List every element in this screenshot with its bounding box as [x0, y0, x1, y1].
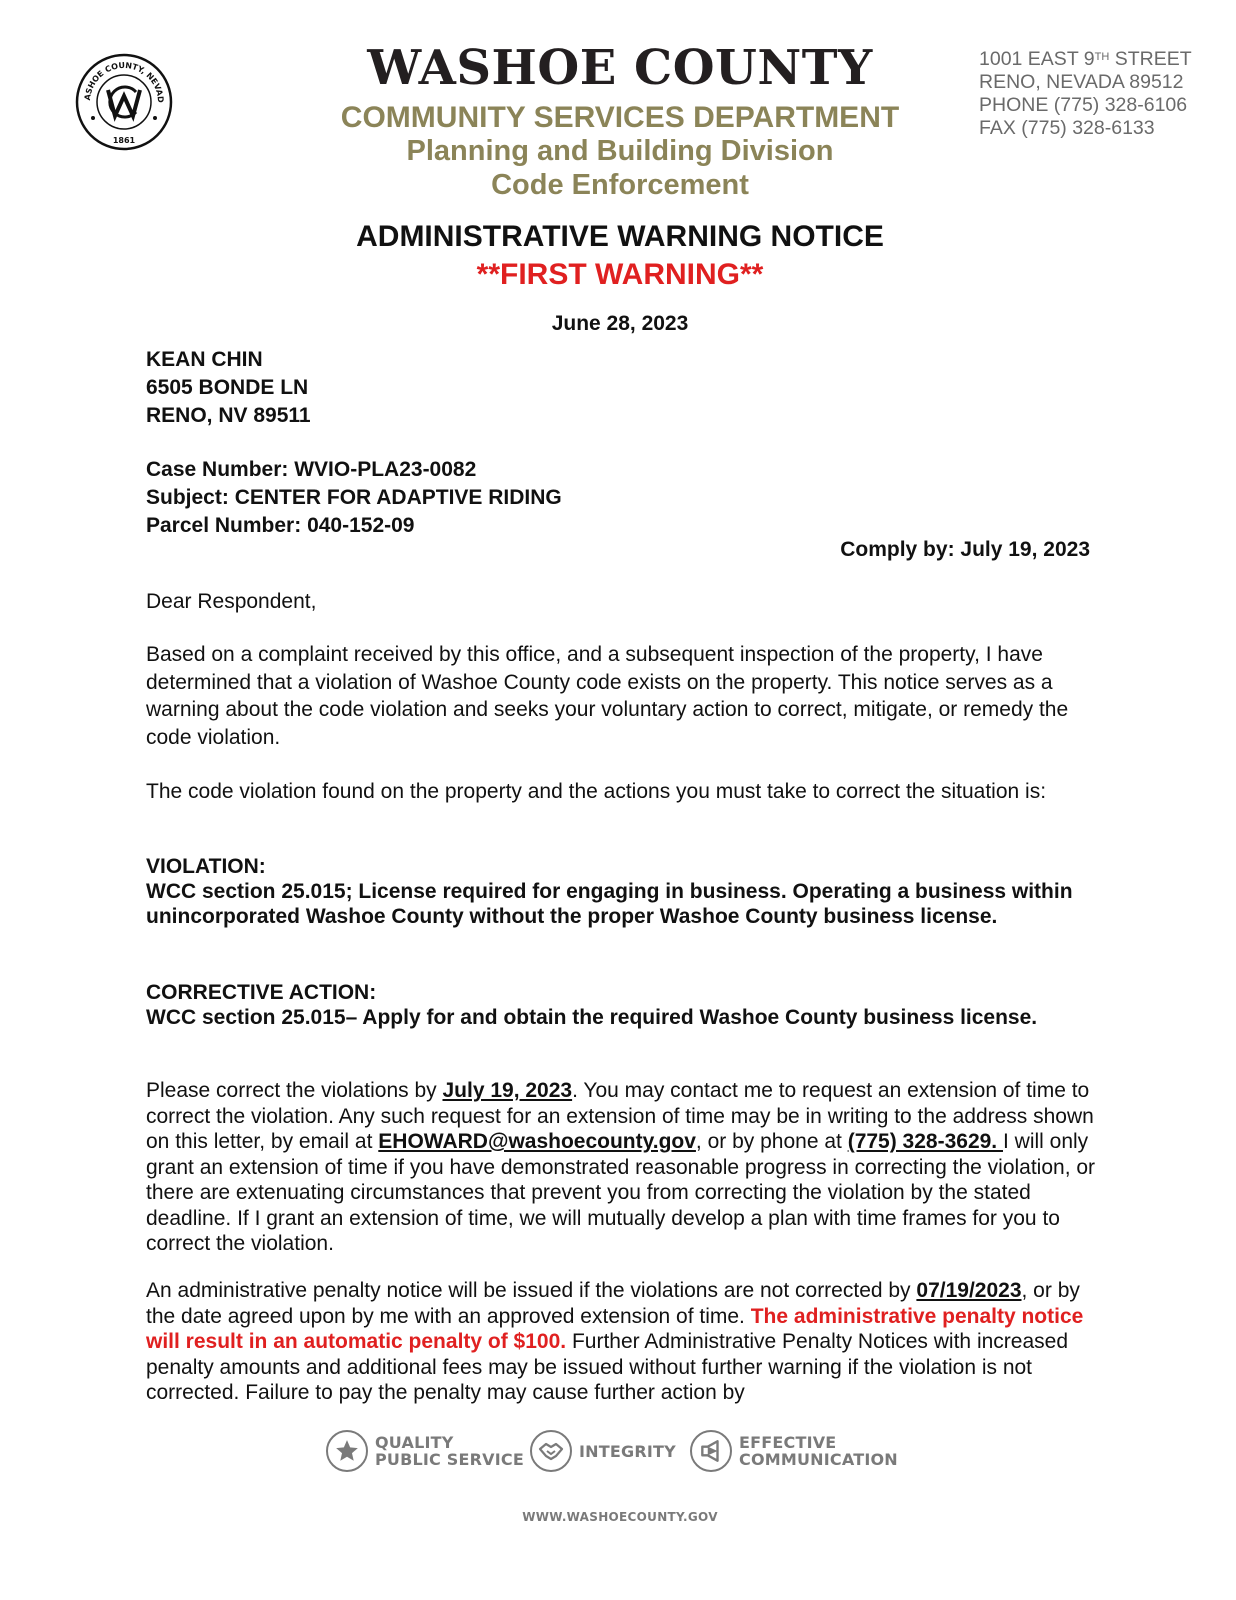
corrective-text: WCC section 25.015– Apply for and obtain the required Washoe County business license. — [146, 1006, 1038, 1029]
footer-values — [326, 1430, 926, 1490]
penalty-date: 07/19/2023 — [916, 1279, 1022, 1302]
recipient-address — [146, 346, 311, 430]
contact-street: 1001 EAST 9TH STREET — [979, 48, 1192, 70]
corrective-action-section — [146, 980, 1096, 1030]
county-title: WASHOE COUNTY — [367, 40, 873, 96]
violation-section — [146, 854, 1096, 929]
violation-heading: VIOLATION: — [146, 855, 266, 878]
violation-text: WCC section 25.015; License required for engaging in business. Operating a business within unincorporated Washoe County without the proper Washoe County business license. — [146, 880, 1073, 928]
value-quality-public-service: QUALITY PUBLIC SERVICE — [326, 1430, 524, 1472]
contact-email-link[interactable]: EHOWARD@washoecounty.gov — [378, 1130, 696, 1153]
first-warning: **FIRST WARNING** — [476, 258, 764, 291]
notice-title: ADMINISTRATIVE WARNING NOTICE — [356, 220, 884, 253]
parcel-number: Parcel Number: 040-152-09 — [146, 514, 415, 537]
penalty-warning: The administrative penalty notice will result in an automatic penalty of $100. — [146, 1304, 1084, 1353]
comply-by: Comply by: July 19, 2023 — [840, 538, 1090, 561]
svg-text:WASHOE COUNTY, NEVADA — [74, 52, 165, 103]
deadline-date: July 19, 2023 — [442, 1079, 573, 1102]
recipient-city: RENO, NV 89511 — [146, 404, 311, 427]
paragraph-violation-intro: The code violation found on the property and the actions you must take to correct the situation is: — [146, 780, 1047, 803]
paragraph-deadline: Please correct the violations by July 19, 2023. You may contact me to request an extension of time to correct the violation. Any such request for an extension of time may be in writing to the address shown on this letter, by email at EHOWARD@washoecounty.gov, or by phone at (775) 328-3629. I will only grant an extension of time if you have demonstrated reasonable progress in correcting the violation, or there are extenuating circumstances that prevent you from correcting the violation by the stated deadline. If I grant an extension of time, we will mutually develop a plan with time frames for you to correct the violation. — [146, 1079, 1096, 1255]
contact-phone-link[interactable]: (775) 328-3629. — [847, 1130, 1003, 1153]
division-name: Planning and Building Division — [406, 135, 834, 167]
department-name: COMMUNITY SERVICES DEPARTMENT — [340, 101, 900, 134]
contact-block — [979, 48, 1192, 140]
contact-fax: FAX (775) 328-6133 — [979, 117, 1155, 139]
contact-phone: PHONE (775) 328-6106 — [979, 94, 1188, 116]
star-icon — [326, 1430, 368, 1472]
case-number: Case Number: WVIO-PLA23-0082 — [146, 458, 477, 481]
recipient-name: KEAN CHIN — [146, 348, 263, 371]
paragraph-complaint: Based on a complaint received by this office, and a subsequent inspection of the property, I have determined that a violation of Washoe County code exists on the property. This notice serves as a warning about the code violation and seeks your voluntary action to correct, mitigate, or remedy the code violation. — [146, 643, 1069, 749]
county-seal — [74, 52, 174, 152]
unit-name: Code Enforcement — [491, 169, 749, 201]
website-url[interactable]: WWW.WASHOECOUNTY.GOV — [522, 1510, 718, 1524]
recipient-street: 6505 BONDE LN — [146, 376, 309, 399]
salutation: Dear Respondent, — [146, 590, 317, 613]
speaker-icon — [690, 1430, 732, 1472]
notice-date: June 28, 2023 — [551, 312, 689, 335]
case-info — [146, 456, 562, 540]
value-effective-communication: EFFECTIVE COMMUNICATION — [690, 1430, 898, 1472]
paragraph-penalty: An administrative penalty notice will be issued if the violations are not corrected by 07/19/2023, or by the date agreed upon by me with an approved extension of time. The administrative penalty notice will result in an automatic penalty of $100. Further Administrative Penalty Notices with increased penalty amounts and additional fees may be issued without further warning if the violation is not corrected. Failure to pay the penalty may cause further action by — [146, 1279, 1084, 1404]
value-integrity: INTEGRITY — [530, 1430, 676, 1472]
corrective-heading: CORRECTIVE ACTION: — [146, 981, 377, 1004]
seal-year: 1861 — [112, 136, 136, 145]
seal-text: ASHOE COUNTY, NEVAD — [82, 60, 166, 104]
handshake-icon — [530, 1430, 572, 1472]
case-subject: Subject: CENTER FOR ADAPTIVE RIDING — [146, 486, 562, 509]
contact-city: RENO, NEVADA 89512 — [979, 71, 1184, 93]
